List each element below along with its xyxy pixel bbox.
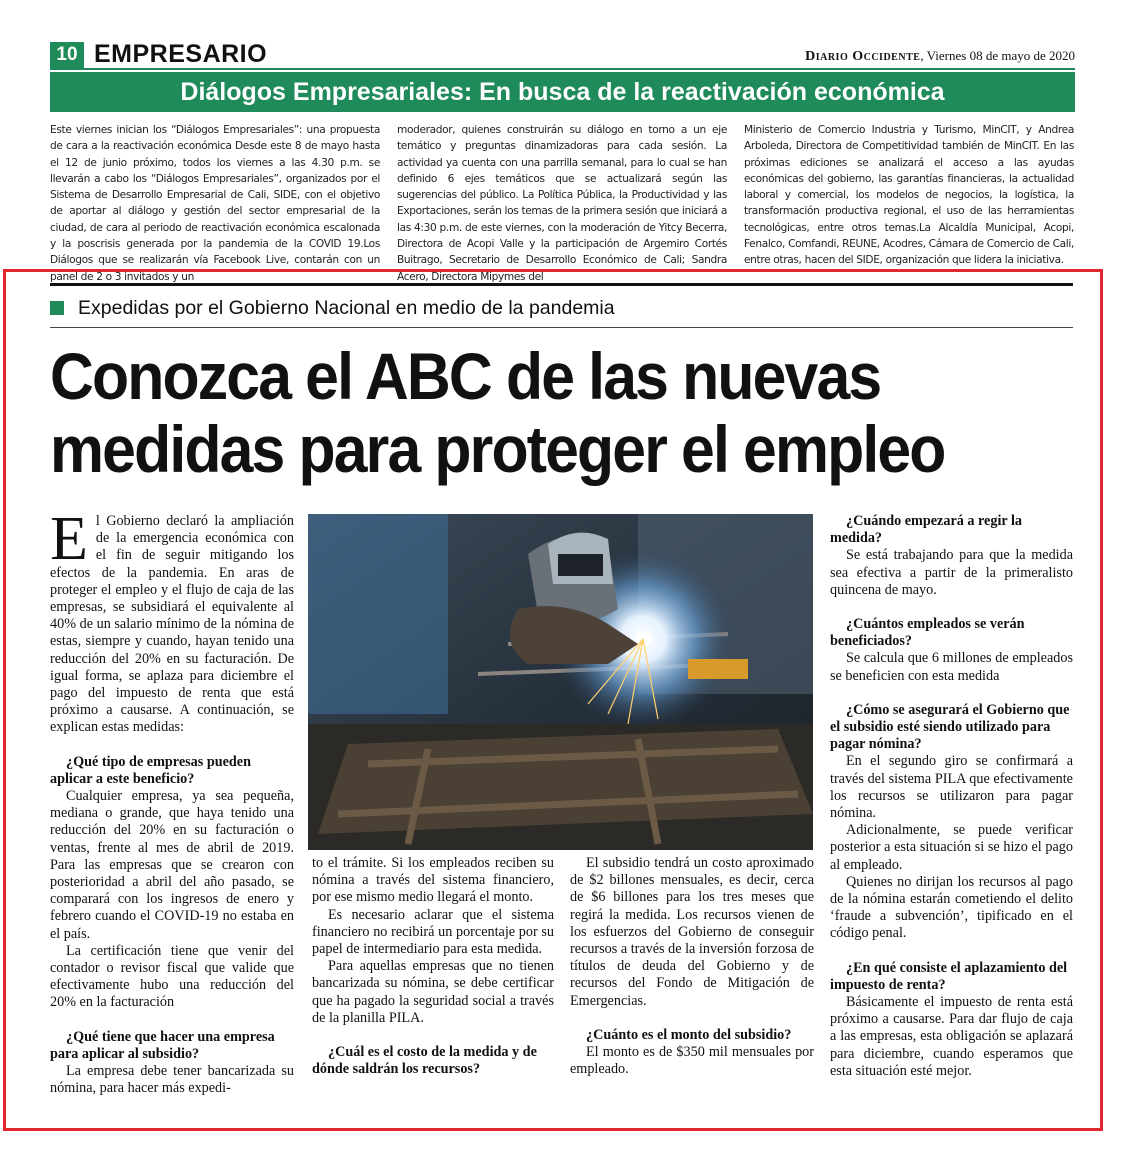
answer-paragraph: Básicamente el impuesto de renta está próximo a causarse. Para dar flujo de caja a las empresas, esta obligación se aplazará para diciembre, cuando esperamos que esta situación esté mejor. [830,994,1073,1079]
kicker-rule-bottom [50,327,1073,328]
answer-paragraph: Se está trabajando para que la medida sea efectiva a partir de la primeralisto quincena de mayo. [830,547,1073,598]
issue-date: , Viernes 08 de mayo de 2020 [920,48,1075,63]
welder-photo [308,514,813,850]
headline-line-1: Conozca el ABC de las nuevas [50,339,881,413]
drop-cap: E [50,505,88,573]
answer-paragraph: Quienes no dirijan los recursos al pago de la nómina estarán cometiendo el delito ‘fraude a subvención’, tipificado en el código penal. [830,873,1073,942]
kicker-text: Expedidas por el Gobierno Nacional en medio de la pandemia [78,297,615,319]
banner-title: Diálogos Empresariales: En busca de la reactivación económica [50,72,1075,112]
question-heading: ¿Cuál es el costo de la medida y de dónde saldrán los recursos? [312,1044,537,1078]
section-title: EMPRESARIO [94,40,268,68]
answer-paragraph: El subsidio tendrá un costo aproximado de $2 billones mensuales, es decir, cerca de $6 billones para los tres meses que regirá la medida. Los recursos vienen de los esfuerzos del Gobierno de conseguir recursos a través de la inversión forzosa de títulos de deuda del Gobierno y de recursos del Fondo de Mitigación de Emergencias. [570,855,814,1009]
masthead-rule [50,68,1075,70]
welder-photo-icon [308,514,813,850]
square-bullet-icon [50,301,64,315]
article-column-3 [570,855,814,1127]
article-column-4 [830,513,1073,1125]
newspaper-name: Diario Occidente [805,49,921,64]
top-article-col-3: Ministerio de Comercio Industria y Turismo, MinCIT, y Andrea Arboleda, Directora de Competitividad también de MinCIT. En las próximas ediciones se analizará el acceso a las ayudas económicas del gobierno, las garantías financieras, la actualidad laboral y comercial, los modelos de negocios, la logística, la transformación productiva regional, el uso de las herramientas tecnológicas, entre otros temas.La Alcaldía Municipal, Acopi, Fenalco, Comfandi, REUNE, Acodres, Cámara de Comercio de Cali, entre otras, hacen del SIDE, organización que lidera la iniciativa. [744,124,1074,267]
question-heading: ¿En qué consiste el aplazamiento del impuesto de renta? [830,959,1068,993]
masthead [50,40,1075,66]
article-headline [50,340,998,486]
answer-paragraph: Es necesario aclarar que el sistema financiero no recibirá un porcentaje por su papel de intermediario para esta medida. [312,906,554,958]
headline-line-2: medidas para proteger el empleo [50,412,945,486]
answer-paragraph: La empresa debe tener bancarizada su nómina, para hacer más expedi- [50,1063,294,1097]
kicker [50,294,615,322]
top-article-col-1: Este viernes inician los “Diálogos Empresariales”: una propuesta de cara a la reactivación económica Desde este 8 de mayo hasta el 12 de junio próximo, todos los viernes a las 4.30 p.m. se llevarán a cabo los “Diálogos Empresariales”, organizados por el Sistema de Desarrollo Empresarial de Cali, SIDE, con el objetivo de aportar al diálogo y gestión del sector empresarial de la ciudad, de cara al periodo de reactivación económica escalonada y la poscrisis generada por la pandemia de la COVID 19.Los Diálogos que se realizarán vía Facebook Live, contarán con un panel de 2 o 3 invitados y un [50,124,380,283]
answer-paragraph: El monto es de $350 mil mensuales por empleado. [570,1044,814,1078]
article-intro: l Gobierno declaró la ampliación de la emergencia económica con el fin de seguir mitigando los efectos de la pandemia. En aras de proteger el empleo y el flujo de caja de las empresas, se subsidiará el equivalente al 40% de un salario mínimo de la nómina de estas, siempre y cuando, hayan tenido una reducción del 20% en su facturación. De igual forma, se aplaza para diciembre el pago del impuesto de renta que está próximo a causarse. A continuación, se explican estas medidas: [50,513,294,736]
answer-paragraph: Adicionalmente, se puede verificar posterior a esta situación si se hizo el pago al empleado. [830,822,1073,873]
question-heading: ¿Cómo se asegurará el Gobierno que el subsidio esté siendo utilizado para pagar nómina? [830,701,1070,753]
answer-paragraph: to el trámite. Si los empleados reciben su nómina a través del sistema financiero, por ese mismo medio llegará el monto. [312,855,554,906]
kicker-rule-top [50,283,1073,286]
page-number: 10 [50,42,84,68]
top-article-col-2: moderador, quienes construirán su diálogo en torno a un eje temático y preguntas dinamizadoras para cada sesión. La actividad ya cuenta con una parrilla semanal, para lo cual se han definido 6 ejes temáticos que se actualizará según las sugerencias del público. La Política Pública, la Productividad y las Exportaciones, serán los temas de la primera sesión que iniciará a las 4:30 p.m. de este viernes, con la moderación de Yitcy Becerra, Directora de Acopi Valle y la participación de Argemiro Cortés Buitrago, Secretario de Desarrollo Económico de Cali; Sandra Acero, Directora Mipymes del [397,124,727,283]
answer-paragraph: Se calcula que 6 millones de empleados se beneficien con esta medida [830,650,1073,684]
answer-paragraph: En el segundo giro se confirmará a través del sistema PILA que efectivamente los recursos se utilizaron para pagar nómina. [830,753,1073,822]
question-heading: ¿Cuántos empleados se verán beneficiados? [830,616,1025,650]
top-article [50,122,1075,283]
article-column-1 [50,505,294,1125]
question-heading: ¿Cuánto es el monto del subsidio? [586,1026,792,1043]
question-heading: ¿Qué tiene que hacer una empresa para aplicar al subsidio? [50,1028,275,1062]
article-column-2 [312,855,554,1127]
dateline [805,48,1075,65]
answer-paragraph: Para aquellas empresas que no tienen bancarizada su nómina, se debe certificar que ha pagado la seguridad social a través de la planilla PILA. [312,958,554,1026]
answer-paragraph: La certificación tiene que venir del contador o revisor fiscal que valide que efectivamente hubo una reducción del 20% en la facturación [50,942,294,1011]
answer-paragraph: Cualquier empresa, ya sea pequeña, mediana o grande, que haya tenido una reducción del 20% en su facturación o ventas, frente al mes de abril de 2019. Para las empresas que se crearon con posterioridad a abril del año pasado, se comparará con los ingresos de enero y febrero cuando el COVID-19 no estaba en el país. [50,788,294,942]
question-heading: ¿Cuándo empezará a regir la medida? [830,513,1023,547]
question-heading: ¿Qué tipo de empresas pueden aplicar a este beneficio? [50,753,251,787]
